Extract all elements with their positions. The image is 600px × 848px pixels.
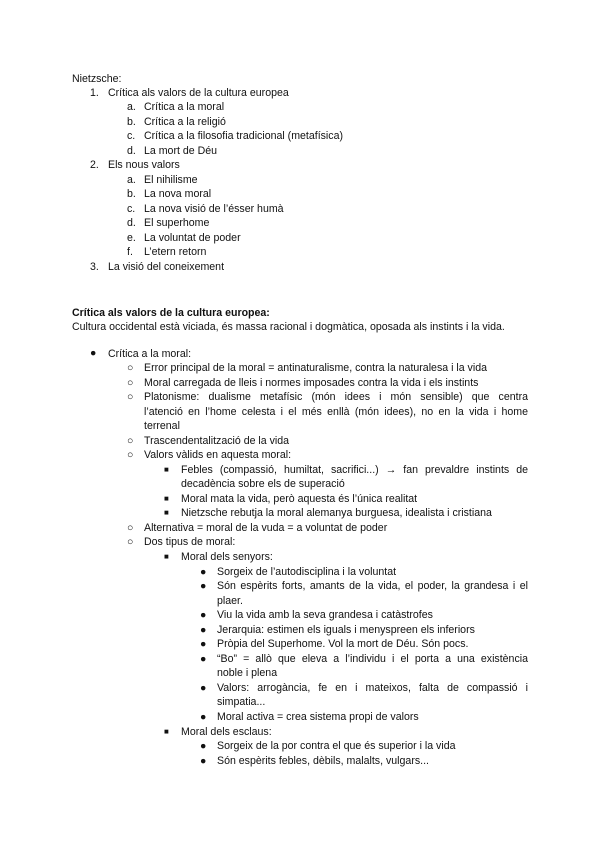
list-letter: c. bbox=[127, 130, 136, 142]
bullet-disc-icon: ● bbox=[200, 711, 207, 723]
platonisme-line: Platonisme: dualisme metafísic (món idees i món sensible) que centra bbox=[144, 391, 528, 403]
list-item: Sorgeix de l’autodisciplina i la voluntat bbox=[217, 566, 397, 578]
platonisme-line: terrenal bbox=[144, 420, 180, 432]
list-number: 3. bbox=[90, 261, 99, 273]
list-item: “Bo” = allò que eleva a l’individu i el porta a una existència bbox=[217, 653, 528, 665]
list-item: Trascendentalització de la vida bbox=[144, 435, 290, 447]
outline-subitem: Crítica a la religió bbox=[144, 116, 226, 128]
list-letter: b. bbox=[127, 188, 136, 200]
bullet-square-icon: ■ bbox=[164, 552, 169, 561]
bullet-disc-icon: ● bbox=[200, 755, 207, 767]
bullet-circle-icon: ○ bbox=[127, 522, 134, 534]
outline-subitem: Crítica a la moral bbox=[144, 101, 225, 113]
list-letter: d. bbox=[127, 145, 136, 157]
list-item: noble i plena bbox=[217, 667, 278, 679]
bullet-square-icon: ■ bbox=[164, 494, 169, 503]
list-item: decadència sobre els de superació bbox=[181, 478, 345, 490]
list-item: Moral carregada de lleis i normes imposades contra la vida i els instints bbox=[144, 377, 479, 389]
bullet-square-icon: ■ bbox=[164, 508, 169, 517]
list-letter: d. bbox=[127, 217, 136, 229]
list-item: Moral activa = crea sistema propi de valors bbox=[217, 711, 419, 723]
outline-subitem: L’etern retorn bbox=[144, 246, 207, 258]
outline-subitem: El superhome bbox=[144, 217, 210, 229]
list-letter: c. bbox=[127, 203, 136, 215]
bullet-square-icon: ■ bbox=[164, 727, 169, 736]
list-item: Febles (compassió, humiltat, sacrifici...) → fan prevaldre instints de bbox=[181, 464, 528, 476]
list-item: plaer. bbox=[217, 595, 243, 607]
list-item: Moral dels esclaus: bbox=[181, 726, 272, 738]
list-item: Són espèrits forts, amants de la vida, el poder, la grandesa i el bbox=[217, 580, 528, 592]
bullet-disc-icon: ● bbox=[90, 347, 97, 359]
bullet-disc-icon: ● bbox=[200, 653, 207, 665]
bullet-disc-icon: ● bbox=[200, 580, 207, 592]
list-item: Alternativa = moral de la vuda = a voluntat de poder bbox=[144, 522, 388, 534]
outline-subitem: La mort de Déu bbox=[144, 145, 218, 157]
list-item: Sorgeix de la por contra el que és superior i la vida bbox=[217, 740, 456, 752]
outline-subitem: La nova moral bbox=[144, 188, 212, 200]
outline-subitem: La nova visió de l’ésser humà bbox=[144, 203, 284, 215]
bullet-square-icon: ■ bbox=[164, 465, 169, 474]
list-item: simpatia... bbox=[217, 696, 266, 708]
outline-item: La visió del coneixement bbox=[108, 261, 225, 273]
section-heading: Crítica als valors de la cultura europea: bbox=[72, 307, 270, 319]
bullet-disc-icon: ● bbox=[200, 609, 207, 621]
bullet-circle-icon: ○ bbox=[127, 391, 134, 403]
section-intro: Cultura occidental està viciada, és massa racional i dogmàtica, oposada als instints i la vida. bbox=[72, 321, 505, 333]
list-item: Són espèrits febles, dèbils, malalts, vulgars... bbox=[217, 755, 429, 767]
bullet-disc-icon: ● bbox=[200, 682, 207, 694]
bullet-circle-icon: ○ bbox=[127, 449, 134, 461]
list-letter: a. bbox=[127, 174, 136, 186]
bullet-circle-icon: ○ bbox=[127, 435, 134, 447]
outline-subitem: Crítica a la filosofia tradicional (metafísica) bbox=[144, 130, 344, 142]
list-item: Valors vàlids en aquesta moral: bbox=[144, 449, 292, 461]
list-item: Viu la vida amb la seva grandesa i catàstrofes bbox=[217, 609, 433, 621]
list-item: Error principal de la moral = antinaturalisme, contra la naturalesa i la vida bbox=[144, 362, 487, 374]
outline-subitem: El nihilisme bbox=[144, 174, 198, 186]
list-letter: a. bbox=[127, 101, 136, 113]
bullet-circle-icon: ○ bbox=[127, 377, 134, 389]
list-letter: e. bbox=[127, 232, 136, 244]
outline-subitem: La voluntat de poder bbox=[144, 232, 241, 244]
list-item: Dos tipus de moral: bbox=[144, 536, 236, 548]
outline-item: Els nous valors bbox=[108, 159, 180, 171]
outline-title: Nietzsche: bbox=[72, 73, 122, 85]
moral-title: Crítica a la moral: bbox=[108, 348, 192, 360]
list-item: Valors: arrogància, fe en i mateixos, falta de compassió i bbox=[217, 682, 528, 694]
list-number: 1. bbox=[90, 87, 99, 99]
bullet-disc-icon: ● bbox=[200, 740, 207, 752]
list-item: Moral dels senyors: bbox=[181, 551, 273, 563]
platonisme-line: l’atenció en l’home celesta i el més enllà (món idees), no en la vida i home bbox=[144, 406, 528, 418]
list-letter: b. bbox=[127, 116, 136, 128]
list-number: 2. bbox=[90, 159, 99, 171]
bullet-disc-icon: ● bbox=[200, 566, 207, 578]
bullet-circle-icon: ○ bbox=[127, 362, 134, 374]
list-item: Moral mata la vida, però aquesta és l’única realitat bbox=[181, 493, 418, 505]
list-item: Jerarquia: estimen els iguals i menyspreen els inferiors bbox=[217, 624, 475, 636]
bullet-disc-icon: ● bbox=[200, 638, 207, 650]
list-item: Nietzsche rebutja la moral alemanya burguesa, idealista i cristiana bbox=[181, 507, 492, 519]
list-letter: f. bbox=[127, 246, 133, 258]
outline-item: Crítica als valors de la cultura europea bbox=[108, 87, 289, 99]
list-item: Pròpia del Superhome. Vol la mort de Déu. Són pocs. bbox=[217, 638, 469, 650]
bullet-disc-icon: ● bbox=[200, 624, 207, 636]
bullet-circle-icon: ○ bbox=[127, 536, 134, 548]
